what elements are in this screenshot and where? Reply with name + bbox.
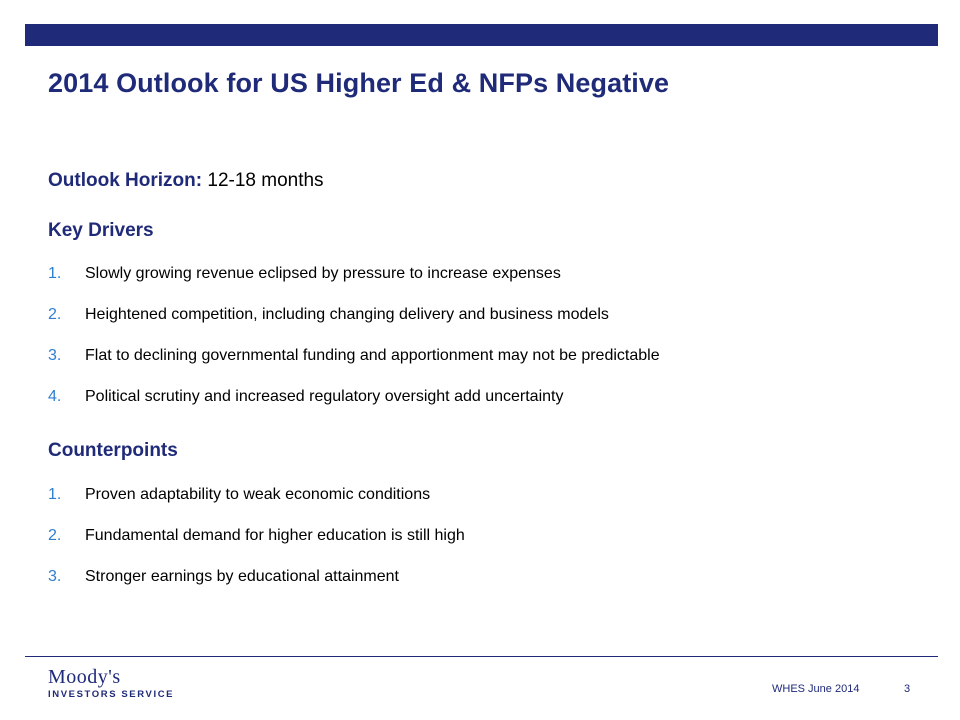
outlook-horizon xyxy=(48,170,324,192)
key-drivers-heading: Key Drivers xyxy=(48,220,154,241)
list-number: 1. xyxy=(48,486,62,503)
list-item xyxy=(48,346,660,387)
list-item-text: Heightened competition, including changing delivery and business models xyxy=(85,306,609,323)
list-item xyxy=(48,526,465,567)
counterpoints-heading: Counterpoints xyxy=(48,440,178,461)
list-item xyxy=(48,387,660,428)
list-item-text: Stronger earnings by educational attainment xyxy=(85,568,399,585)
footer-text: WHES June 2014 xyxy=(772,683,860,695)
moodys-logo xyxy=(48,667,174,701)
list-item xyxy=(48,305,660,346)
list-item-text: Slowly growing revenue eclipsed by pressure to increase expenses xyxy=(85,265,561,282)
list-number: 3. xyxy=(48,568,62,585)
key-drivers-list xyxy=(48,264,660,428)
logo-line-2: INVESTORS SERVICE xyxy=(48,689,175,700)
list-item-text: Proven adaptability to weak economic conditions xyxy=(85,486,431,503)
list-number: 2. xyxy=(48,527,62,544)
page-title: 2014 Outlook for US Higher Ed & NFPs Negative xyxy=(48,68,670,98)
list-number: 4. xyxy=(48,388,62,405)
logo-line-1: Moody's xyxy=(48,666,121,688)
header-bar xyxy=(25,24,938,46)
list-item-text: Political scrutiny and increased regulatory oversight add uncertainty xyxy=(85,388,564,405)
list-item xyxy=(48,264,660,305)
list-item-text: Flat to declining governmental funding and apportionment may not be predictable xyxy=(85,347,660,364)
list-number: 2. xyxy=(48,306,62,323)
list-number: 1. xyxy=(48,265,62,282)
page-number: 3 xyxy=(904,683,911,695)
list-item xyxy=(48,485,465,526)
footer-divider xyxy=(25,656,938,657)
list-item-text: Fundamental demand for higher education is still high xyxy=(85,527,465,544)
outlook-horizon-label: Outlook Horizon: xyxy=(48,170,203,191)
list-item xyxy=(48,567,465,608)
counterpoints-list xyxy=(48,485,465,608)
list-number: 3. xyxy=(48,347,62,364)
outlook-horizon-value: 12-18 months xyxy=(207,170,324,191)
